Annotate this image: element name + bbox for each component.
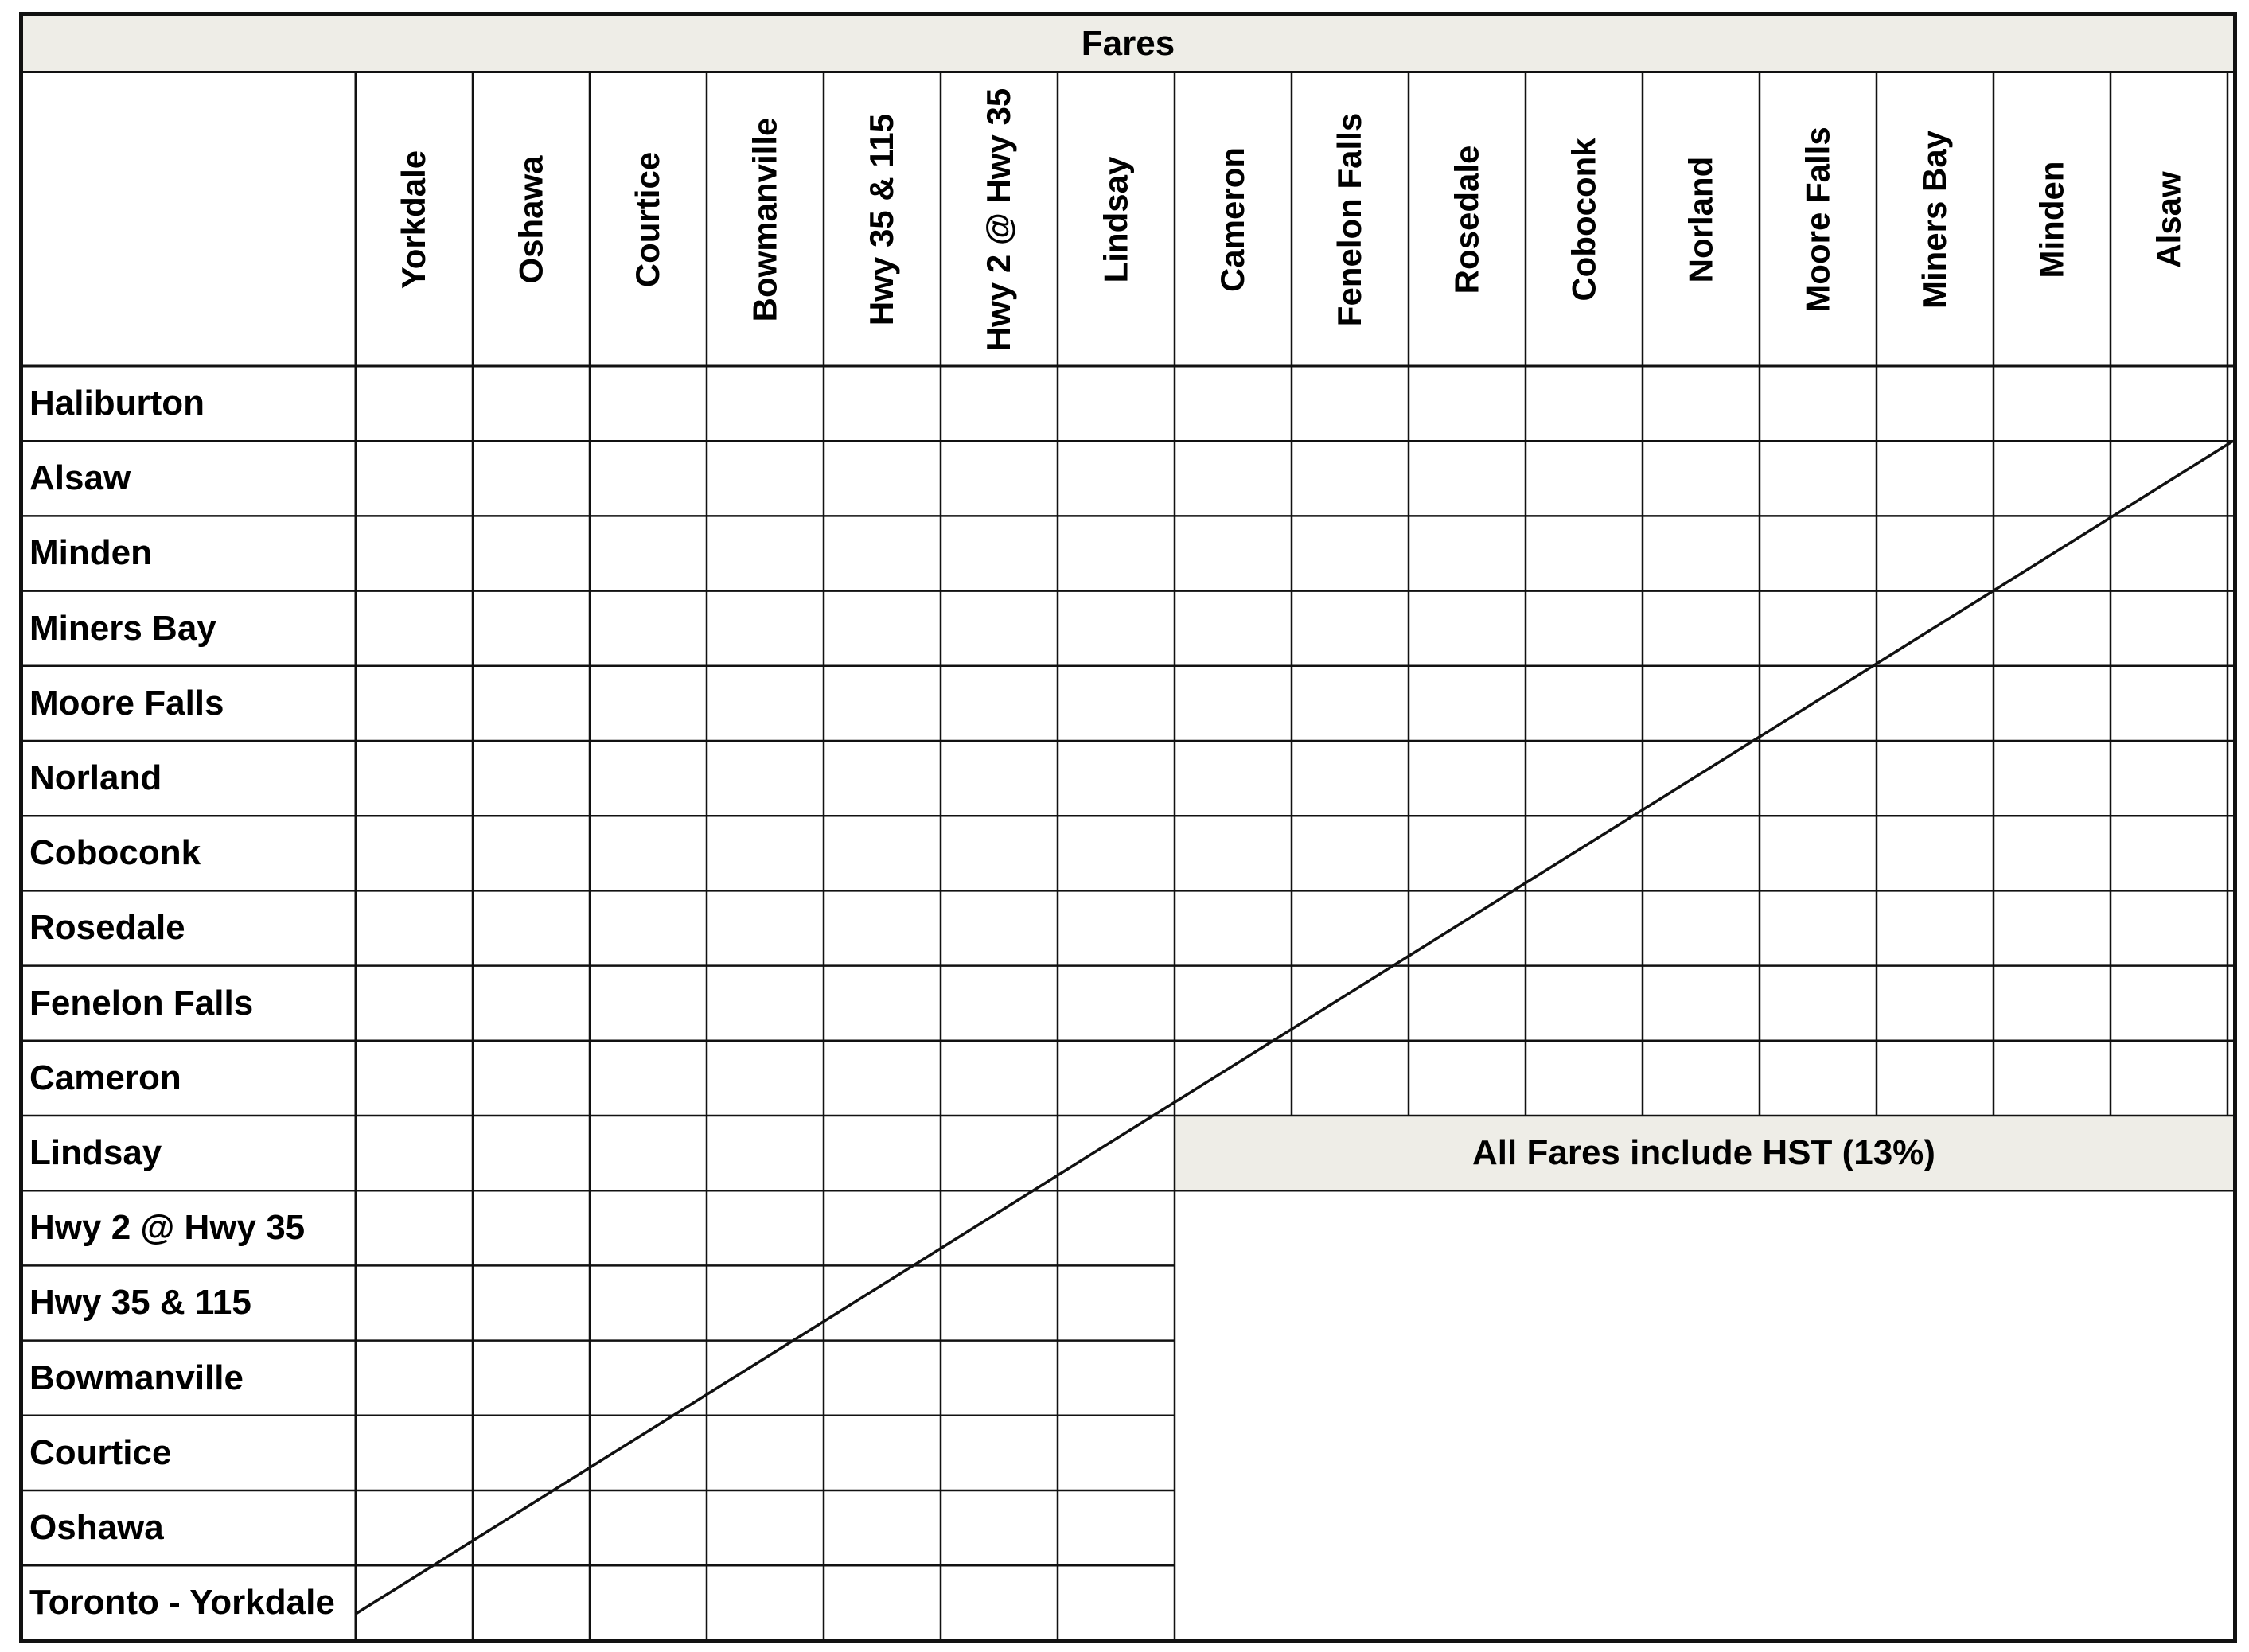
column-header-label: Moore Falls bbox=[1799, 127, 1837, 313]
column-header-label: Norland bbox=[1682, 156, 1720, 283]
column-header-label: Alsaw bbox=[2150, 171, 2188, 268]
row-header: Miners Bay bbox=[29, 608, 216, 648]
column-header-label: Yorkdale bbox=[395, 150, 433, 290]
row-header: Alsaw bbox=[29, 458, 131, 498]
row-header: Moore Falls bbox=[29, 683, 224, 723]
column-header-label: Lindsay bbox=[1097, 156, 1135, 283]
grid-lines bbox=[23, 16, 2233, 1639]
column-header-label: Courtice bbox=[629, 151, 667, 288]
row-header: Bowmanville bbox=[29, 1358, 244, 1397]
column-header-label: Coboconk bbox=[1565, 138, 1603, 302]
row-header: Cameron bbox=[29, 1058, 181, 1097]
row-header: Courtice bbox=[29, 1432, 172, 1472]
column-header-label: Hwy 2 @ Hwy 35 bbox=[980, 88, 1018, 352]
column-header-label: Hwy 35 & 115 bbox=[863, 113, 901, 326]
row-header: Lindsay bbox=[29, 1133, 162, 1173]
fare-table bbox=[19, 12, 2237, 1643]
hst-note: All Fares include HST (13%) bbox=[1175, 1116, 2233, 1190]
row-header: Coboconk bbox=[29, 833, 201, 873]
column-header-label: Cameron bbox=[1214, 146, 1252, 293]
row-header: Haliburton bbox=[29, 384, 205, 423]
diagonal-divider bbox=[356, 441, 2233, 1614]
table-title: Fares bbox=[23, 16, 2233, 73]
column-header-label: Rosedale bbox=[1448, 145, 1486, 294]
column-header-label: Bowmanville bbox=[746, 117, 784, 322]
row-header: Minden bbox=[29, 533, 152, 573]
row-header: Norland bbox=[29, 758, 162, 798]
row-header: Rosedale bbox=[29, 908, 185, 948]
row-header: Hwy 35 & 115 bbox=[29, 1283, 251, 1323]
column-header-label: Miners Bay bbox=[1916, 130, 1954, 310]
column-header-label: Minden bbox=[2033, 161, 2071, 279]
column-header-label: Fenelon Falls bbox=[1331, 112, 1369, 327]
row-header: Fenelon Falls bbox=[29, 983, 254, 1023]
column-header-label: Oshawa bbox=[512, 155, 550, 284]
row-header: Oshawa bbox=[29, 1508, 164, 1548]
row-header: Hwy 2 @ Hwy 35 bbox=[29, 1208, 306, 1248]
row-header: Toronto - Yorkdale bbox=[29, 1583, 335, 1623]
